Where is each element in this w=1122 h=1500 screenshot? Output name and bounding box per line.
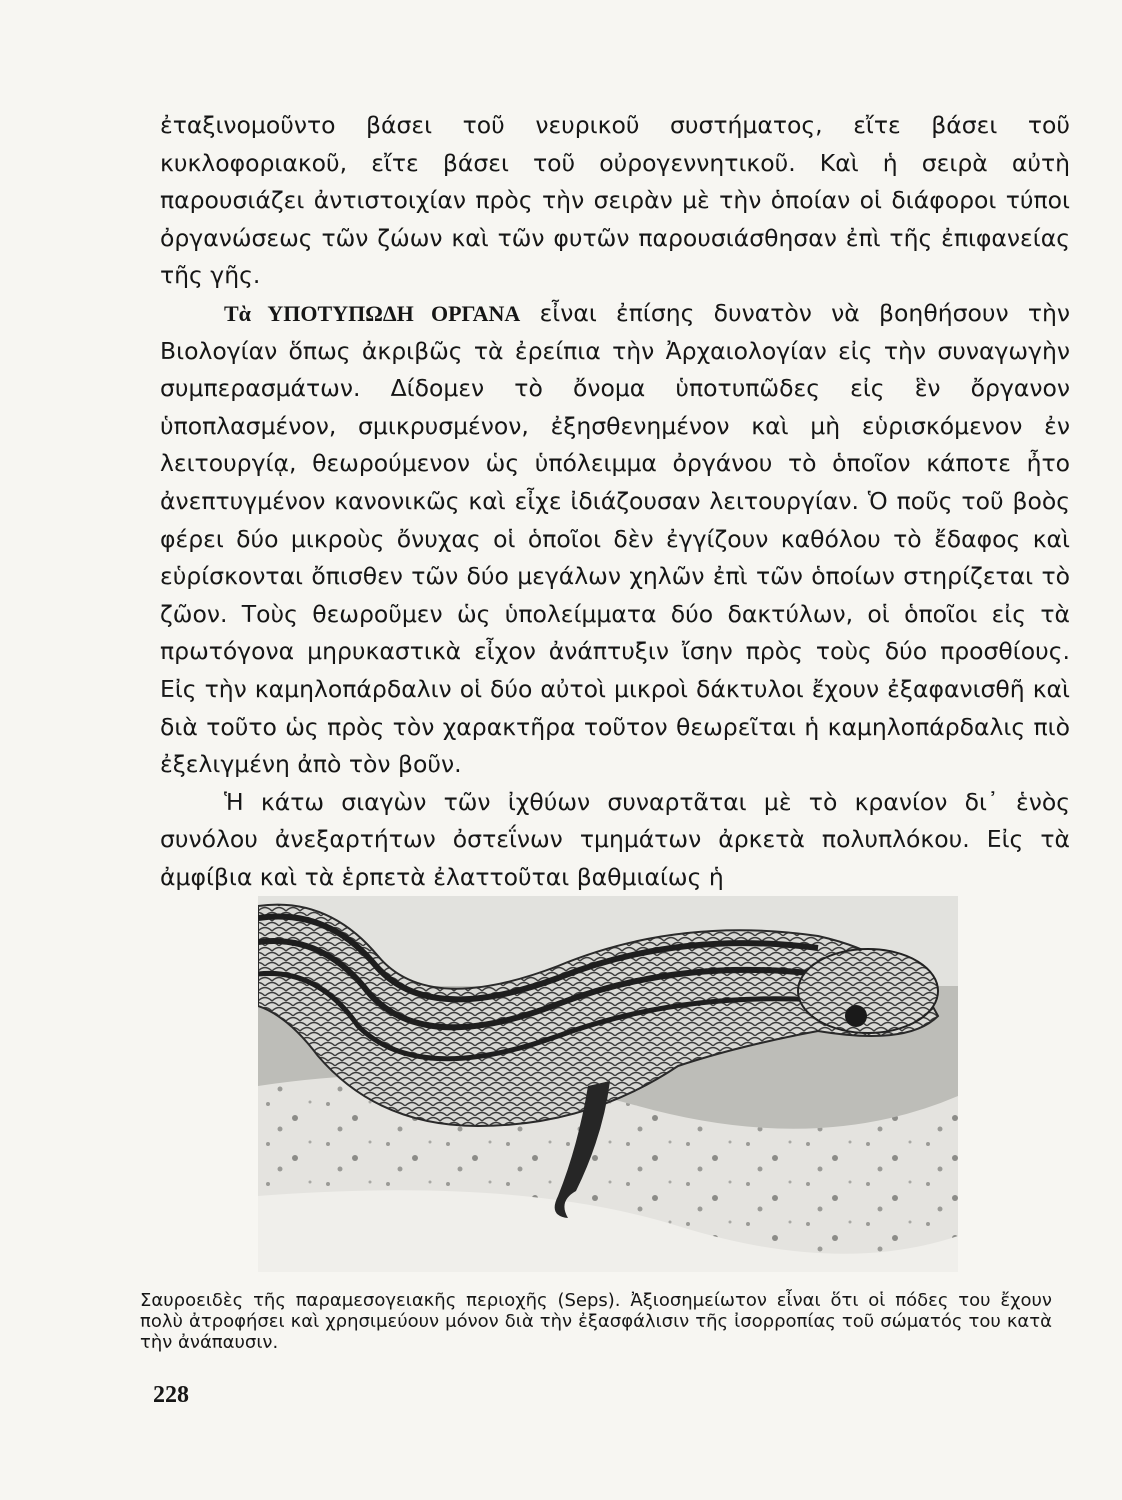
page-number: 228	[153, 1382, 189, 1408]
figure-caption	[140, 1290, 1052, 1353]
lizard-illustration	[258, 896, 958, 1272]
paragraph-2-body: εἶναι ἐπίσης δυνατὸν νὰ βοηθήσουν τὴν Βιολογίαν ὅπως ἀκριβῶς τὰ ἐρείπια τὴν Ἀρχαιολογίαν εἰς τὴν συναγωγὴν συμπερασμάτων. Δίδομεν τὸ ὄνομα ὑποτυπῶδες εἰς ἓν ὄργανον ὑποπλασμένον, σμικρυσμένον, ἐξησθενημένον καὶ μὴ εὑρισκόμενον ἐν λειτουργίᾳ, θεωρούμενον ὡς ὑπόλειμμα ὀργάνου τὸ ὁποῖον κάποτε ἦτο ἀνεπτυγμένον κανονικῶς καὶ εἶχε ἰδιάζουσαν λειτουργίαν. Ὁ ποῦς τοῦ βοὸς φέρει δύο μικροὺς ὄνυχας οἱ ὁποῖοι δὲν ἐγγίζουν καθόλου τὸ ἔδαφος καὶ εὑρίσκονται ὄπισθεν τῶν δύο μεγάλων χηλῶν ἐπὶ τῶν ὁποίων στηρίζεται τὸ ζῶον. Τοὺς θεωροῦμεν ὡς ὑπολείμματα δύο δακτύλων, οἱ ὁποῖοι εἰς τὰ πρωτόγονα μηρυκαστικὰ εἶχον ἀνάπτυξιν ἴσην πρὸς τοὺς δύο προσθίους. Εἰς τὴν καμηλοπάρδαλιν οἱ δύο αὐτοὶ μικροὶ δάκτυλοι ἔχουν ἐξαφανισθῆ καὶ διὰ τοῦτο ὡς πρὸς τὸν χαρακτῆρα τοῦτον θεωρεῖται ἡ καμηλοπάρδαλις πιὸ ἐξελιγμένη ἀπὸ τὸν βοῦν.	[160, 298, 1070, 779]
lizard-photo	[258, 896, 958, 1272]
section-heading: Τὰ ΥΠΟΤΥΠΩΔΗ ΟΡΓΑΝΑ	[224, 300, 521, 326]
paragraph-3: Ἡ κάτω σιαγὼν τῶν ἰχθύων συναρτᾶται μὲ τὸ κρανίον δι᾽ ἑνὸς συνόλου ἀνεξαρτήτων ὀστεΐνων τμημάτων ἀρκετὰ πολυπλόκου. Εἰς τὰ ἀμφίβια καὶ τὰ ἑρπετὰ ἐλαττοῦται βαθμιαίως ἡ	[160, 787, 1070, 891]
paragraph-1: ἐταξινομοῦντο βάσει τοῦ νευρικοῦ συστήματος, εἴτε βάσει τοῦ κυκλοφοριακοῦ, εἴτε βάσει τοῦ οὐρογεννητικοῦ. Καὶ ἡ σειρὰ αὐτὴ παρουσιάζει ἀντιστοιχίαν πρὸς τὴν σειρὰν μὲ τὴν ὁποίαν οἱ διάφοροι τύποι ὀργανώσεως τῶν ζώων καὶ τῶν φυτῶν παρουσιάσθησαν ἐπὶ τῆς ἐπιφανείας τῆς γῆς.	[160, 111, 1070, 290]
eye-icon	[845, 1005, 867, 1027]
body-text	[160, 107, 1070, 896]
paragraph-2	[160, 295, 1070, 784]
caption-text: Σαυροειδὲς τῆς παραμεσογειακῆς περιοχῆς (Seps). Ἀξιοσημείωτον εἶναι ὅτι οἱ πόδες του ἔχουν πολὺ ἀτροφήσει καὶ χρησιμεύουν μόνον διὰ τὴν ἐξασφάλισιν τῆς ἰσορροπίας τοῦ σώματός του κατὰ τὴν ἀνάπαυσιν.	[140, 1290, 1052, 1353]
